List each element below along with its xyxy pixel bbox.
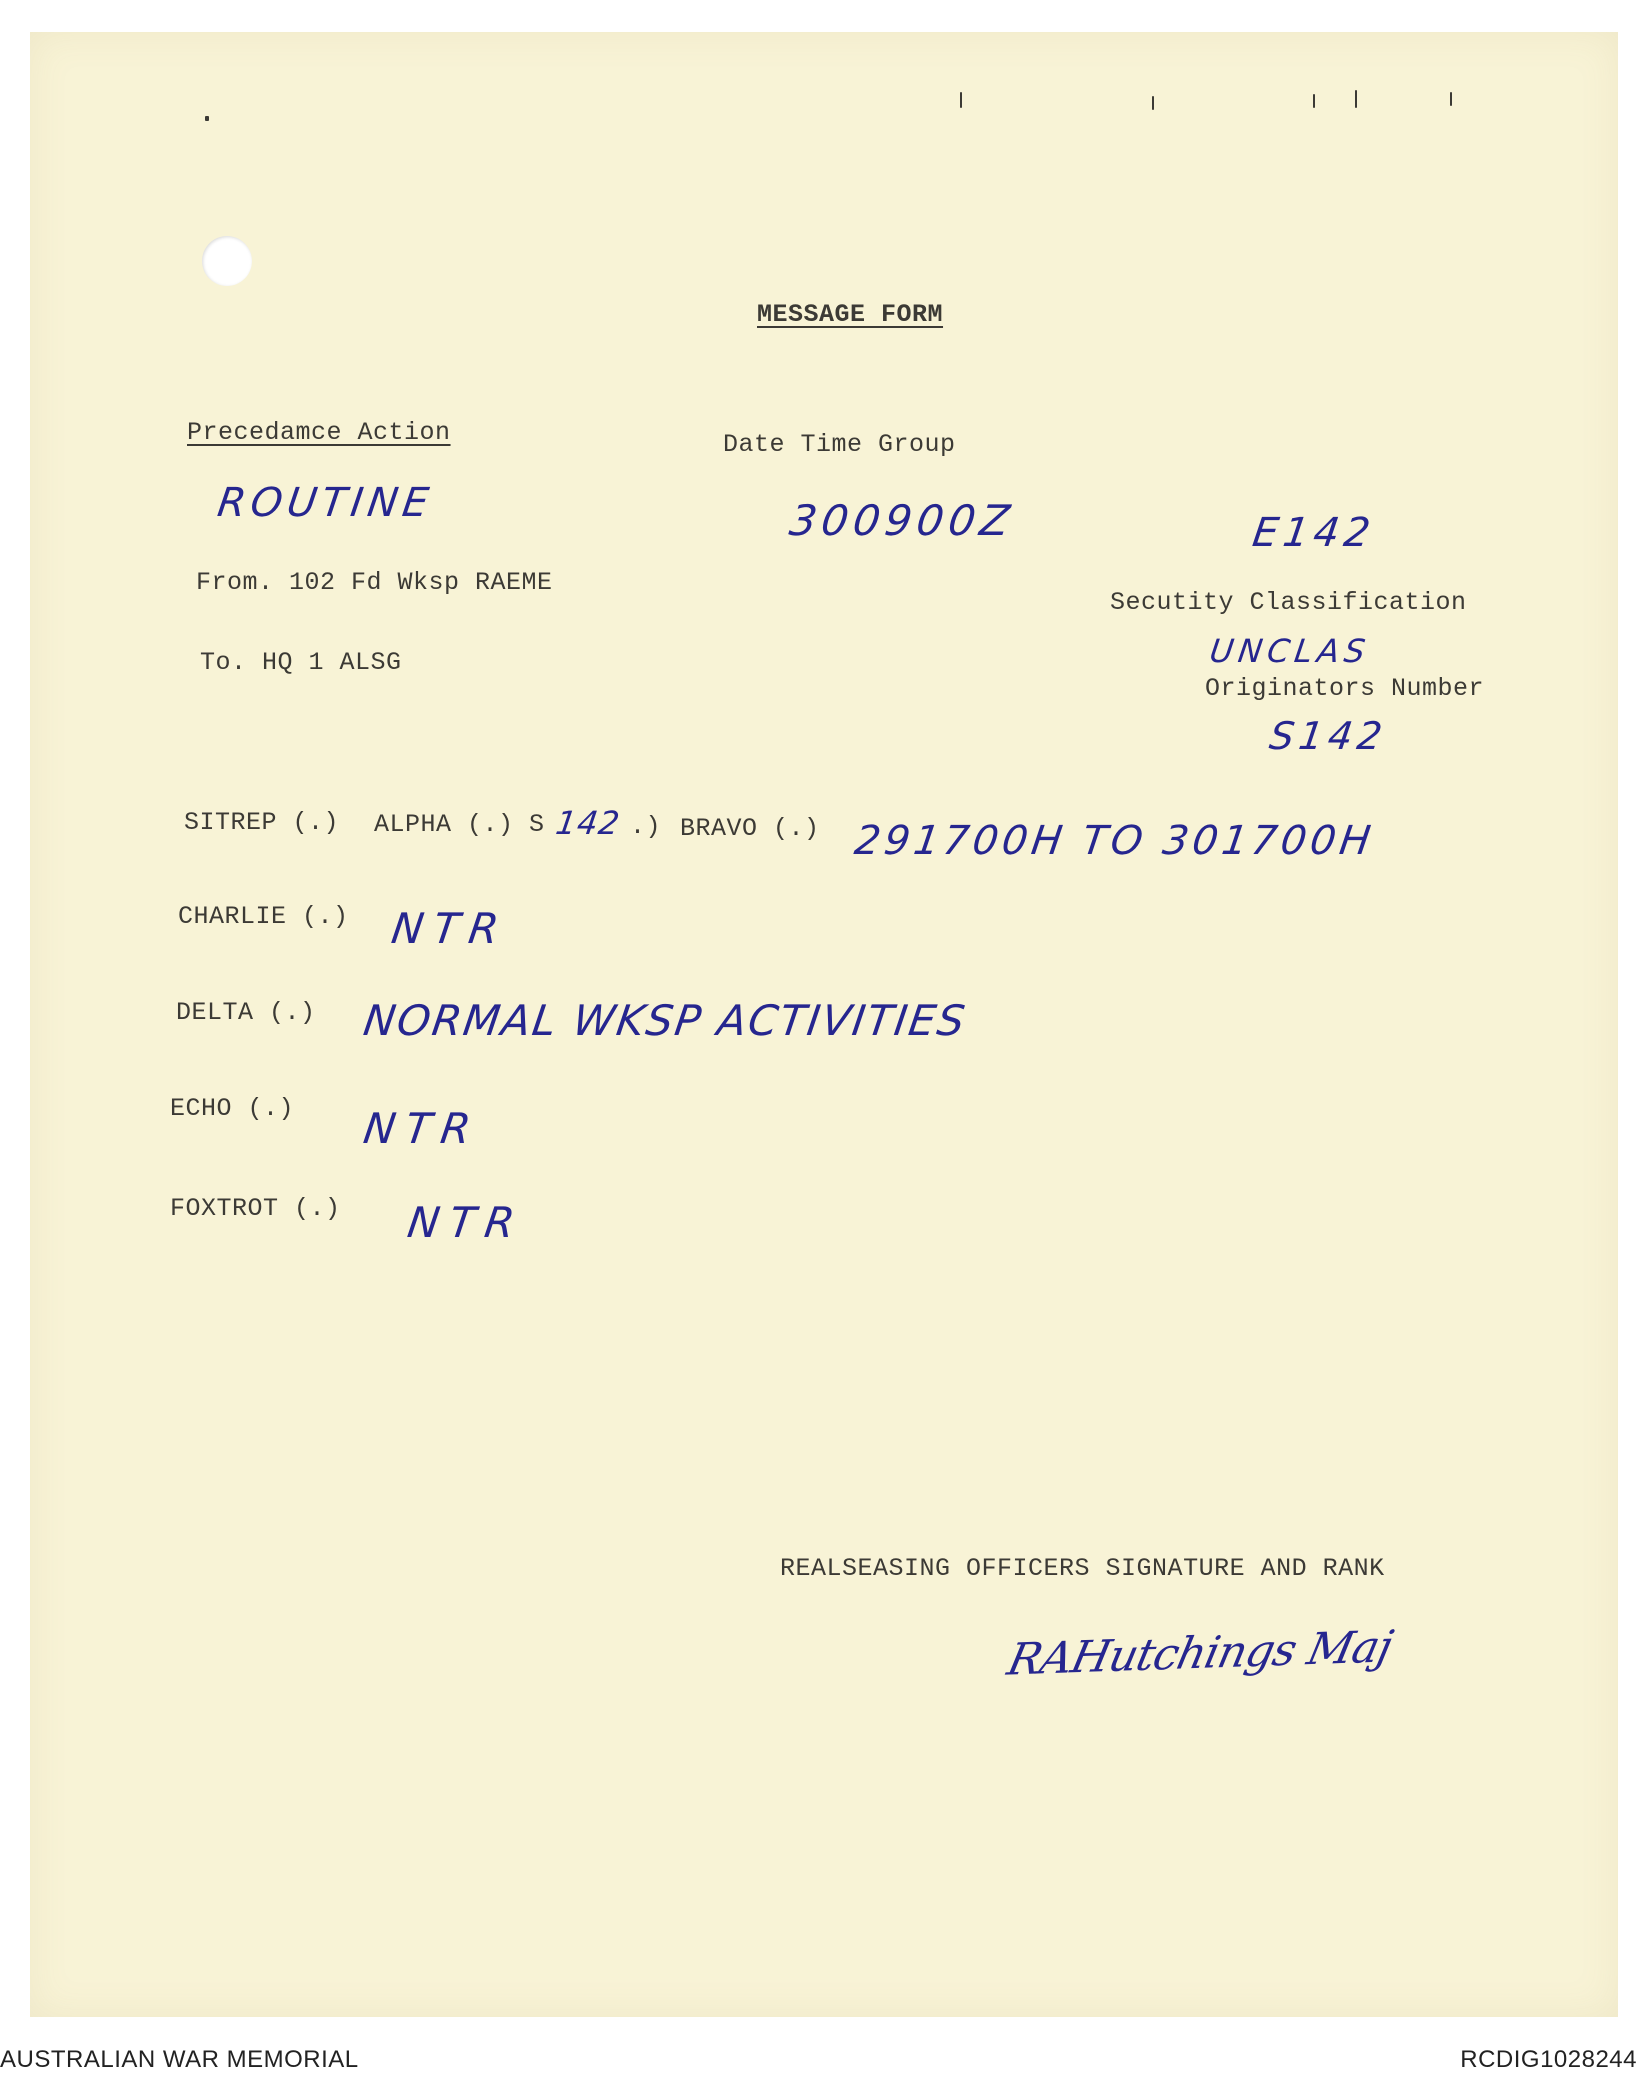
precedence-label: Precedamce Action [187, 418, 451, 447]
originators-number-value: S142 [1266, 714, 1390, 758]
from-line: From. 102 Fd Wksp RAEME [196, 568, 553, 597]
bravo-value: 291700H TO 301700H [851, 818, 1378, 864]
typewriter-speck [1355, 90, 1357, 108]
typewriter-speck [960, 92, 962, 108]
foxtrot-value: NTR [404, 1198, 528, 1247]
typewriter-speck [1450, 92, 1452, 106]
reference-number: E142 [1249, 510, 1378, 556]
alpha-label: ALPHA (.) S [374, 810, 545, 839]
footer-institution: AUSTRALIAN WAR MEMORIAL [0, 2046, 359, 2073]
footer-record-id: RCDIG1028244 [1460, 2046, 1637, 2073]
echo-label: ECHO (.) [170, 1094, 295, 1123]
to-line: To. HQ 1 ALSG [200, 648, 402, 677]
foxtrot-label: FOXTROT (.) [170, 1194, 341, 1223]
delta-label: DELTA (.) [176, 998, 316, 1027]
date-time-group-label: Date Time Group [723, 430, 956, 459]
form-title: MESSAGE FORM [757, 300, 944, 329]
security-classification-value: UNCLAS [1207, 632, 1373, 670]
echo-value: NTR [360, 1104, 484, 1153]
signature-label: REALSEASING OFFICERS SIGNATURE AND RANK [780, 1554, 1385, 1583]
charlie-value: NTR [388, 904, 512, 953]
delta-value: NORMAL WKSP ACTIVITIES [360, 996, 970, 1045]
punch-hole [202, 236, 252, 286]
date-time-group-value: 300900Z [786, 496, 1018, 545]
typewriter-speck [1313, 94, 1315, 108]
officer-signature: RAHutchings Maj [1003, 1621, 1397, 1686]
alpha-close: .) [630, 812, 662, 841]
charlie-label: CHARLIE (.) [178, 902, 349, 931]
originators-number-label: Originators Number [1205, 674, 1485, 703]
typewriter-speck [1152, 96, 1154, 110]
alpha-value: 142 [553, 804, 623, 842]
security-classification-label: Secutity Classification [1110, 588, 1467, 617]
sitrep-label: SITREP (.) [184, 808, 340, 837]
precedence-value: ROUTINE [214, 480, 437, 526]
bravo-label: BRAVO (.) [680, 814, 820, 843]
typewriter-speck [205, 116, 209, 121]
